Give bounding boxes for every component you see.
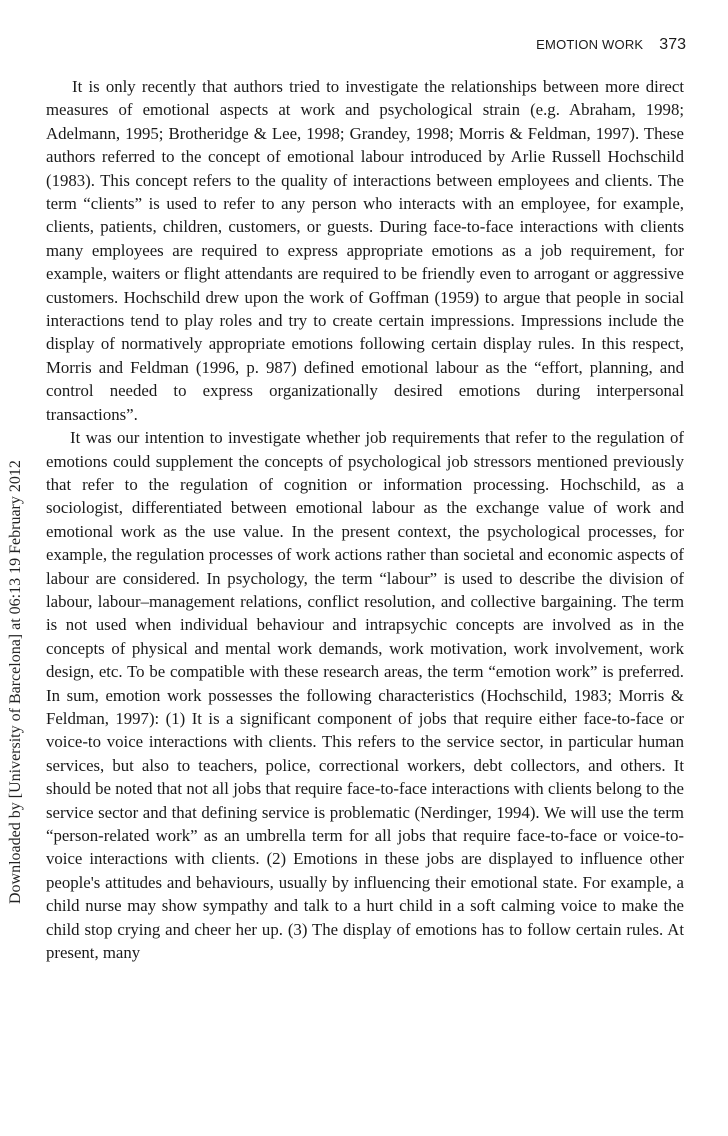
- paragraph: It was our intention to investigate whether job requirements that refer to the regulation of emotions could supplement the concepts of psychological job stressors mentioned previously that refer to the regulation of cognition or information processing. Hochschild, as a sociologist, differentiated between emotional labour as the exchange value of work and emotional work as the use value. In the present context, the psychological processes, for example, the regulation processes of work actions rather than societal and economic aspects of labour are considered. In psychology, the term “labour” is used to describe the division of labour, labour–management relations, conflict resolution, and collective bargaining. The term is not used when individual behaviour and intrapsychic concepts are involved as in the concepts of physical and mental work demands, work motivation, work involvement, work design, etc. To be compatible with these research areas, the term “emotion work” is preferred. In sum, emotion work possesses the following characteristics (Hochschild, 1983; Morris & Feldman, 1997): (1) It is a significant component of jobs that require either face-to-face or voice-to voice interactions with clients. This refers to the service sector, in particular human services, but also to teachers, police, correctional workers, debt collectors, and others. It should be noted that not all jobs that require face-to-face interactions with clients belong to the service sector and that defining service is problematic (Nerdinger, 1994). We will use the term “person-related work” as an umbrella term for all jobs that require face-to-face or voice-to-voice interactions with clients. (2) Emotions in these jobs are displayed to influence other people's attitudes and behaviours, usually by influencing their emotional state. For example, a child nurse may show sympathy and talk to a hurt child in a soft calming voice to make the child stop crying and cheer her up. (3) The display of emotions has to follow certain rules. At present, many: [46, 428, 684, 963]
- page-number: 373: [659, 36, 686, 53]
- paragraph: It is only recently that authors tried to investigate the relationships between more direct measures of emotional aspects at work and psychological strain (e.g. Abraham, 1998; Adelmann, 1995; Brotheridge & Lee, 1998; Grandey, 1998; Morris & Feldman, 1997). These authors referred to the concept of emotional labour introduced by Arlie Russell Hochschild (1983). This concept refers to the quality of interactions between employees and clients. The term “clients” is used to refer to any person who interacts with an employee, for example, clients, patients, children, customers, or guests. During face-to-face interactions with clients many employees are required to express appropriate emotions as a job requirement, for example, waiters or flight attendants are required to be friendly even to arrogant or aggressive customers. Hochschild drew upon the work of Goffman (1959) to argue that people in social interactions tend to play roles and try to create certain impressions. Impressions include the display of normatively appropriate emotions following certain display rules. In this respect, Morris and Feldman (1996, p. 987) defined emotional labour as the “effort, planning, and control needed to express organizationally desired emotions during interpersonal transactions”.: [46, 77, 684, 424]
- body-text: [46, 75, 684, 964]
- download-watermark: Downloaded by [University of Barcelona] at 06:13 19 February 2012: [7, 460, 24, 904]
- running-head: [536, 36, 686, 54]
- running-title: EMOTION WORK: [536, 37, 644, 52]
